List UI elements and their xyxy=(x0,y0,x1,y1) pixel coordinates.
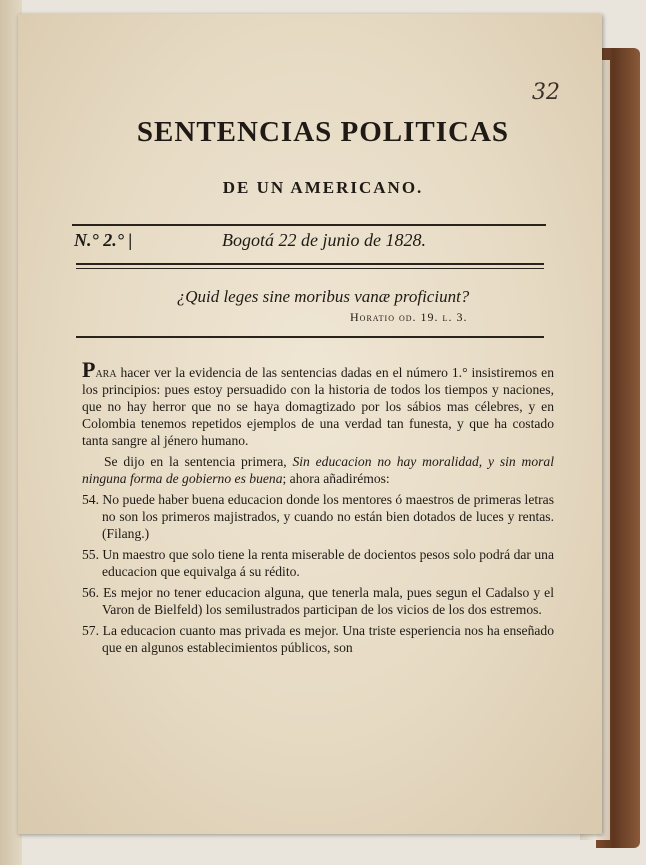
item-text: Un maestro que solo tiene la renta miserable de docientos pesos solo podrá dar una educacion que equivalga á su rédito. xyxy=(102,547,554,579)
paragraph-2 xyxy=(82,453,554,487)
issue-number: N.° 2.° | xyxy=(74,230,133,250)
epigraph: ¿Quid leges sine moribus vanæ proficiunt? xyxy=(176,287,470,306)
item-text: La educacion cuanto mas privada es mejor. Una triste esperiencia nos ha enseñado que en algunos establecimientos públicos, son xyxy=(102,623,554,655)
epigraph-source: Horatio od. 19. l. 3. xyxy=(350,310,468,324)
article-body xyxy=(82,357,554,660)
issue-rule-1 xyxy=(76,263,544,265)
paragraph-2-lead: Se dijo en la sentencia primera, xyxy=(104,454,293,469)
item-number: 55. xyxy=(82,547,99,562)
paragraph-1 xyxy=(82,357,554,449)
document-title: SENTENCIAS POLITICAS xyxy=(136,116,510,148)
issue-date: Bogotá 22 de junio de 1828. xyxy=(222,230,426,250)
paragraph-2-tail: ; ahora añadirémos: xyxy=(282,471,390,486)
issue-line xyxy=(74,230,544,256)
list-item xyxy=(82,622,554,656)
top-rule xyxy=(72,224,546,226)
issue-rule-2 xyxy=(76,268,544,269)
list-item xyxy=(82,584,554,618)
motto-rule xyxy=(76,336,544,338)
lead-smallcaps: ara xyxy=(95,365,117,380)
handwritten-page-number: 32 xyxy=(532,80,560,105)
paragraph-2-quote: Sin educacion no hay moralidad, y sin moral ninguna forma de gobierno es buena xyxy=(82,454,554,486)
drop-cap: P xyxy=(82,357,96,382)
item-text: No puede haber buena educacion donde los mentores ó maestros de primeras letras no son los primeros majistrados, y cuando no están bien dotados de luces y rentas. (Filang.) xyxy=(102,492,554,541)
list-item xyxy=(82,546,554,580)
document-subtitle: DE UN AMERICANO. xyxy=(222,178,424,197)
item-number: 56. xyxy=(82,585,99,600)
item-number: 54. xyxy=(82,492,99,507)
paragraph-1-text: hacer ver la evidencia de las sentencias dadas en el número 1.° insistiremos en los principios: pues estoy persuadido con la historia de todos los tiempos y naciones, que no hay herror que no se haya domagtizado por los sábios mas célebres, y en Colombia tenemos repetidos ejemplos de una verdad tan funesta, y que ha costado tanta sangre al jénero humano. xyxy=(82,365,554,448)
item-number: 57. xyxy=(82,623,99,638)
list-item xyxy=(82,491,554,542)
item-text: Es mejor no tener educacion alguna, que tenerla mala, pues segun el Cadalso y el Varon de Bielfeld) los semilustrados participan de los vicios de los dos estremos. xyxy=(102,585,554,617)
